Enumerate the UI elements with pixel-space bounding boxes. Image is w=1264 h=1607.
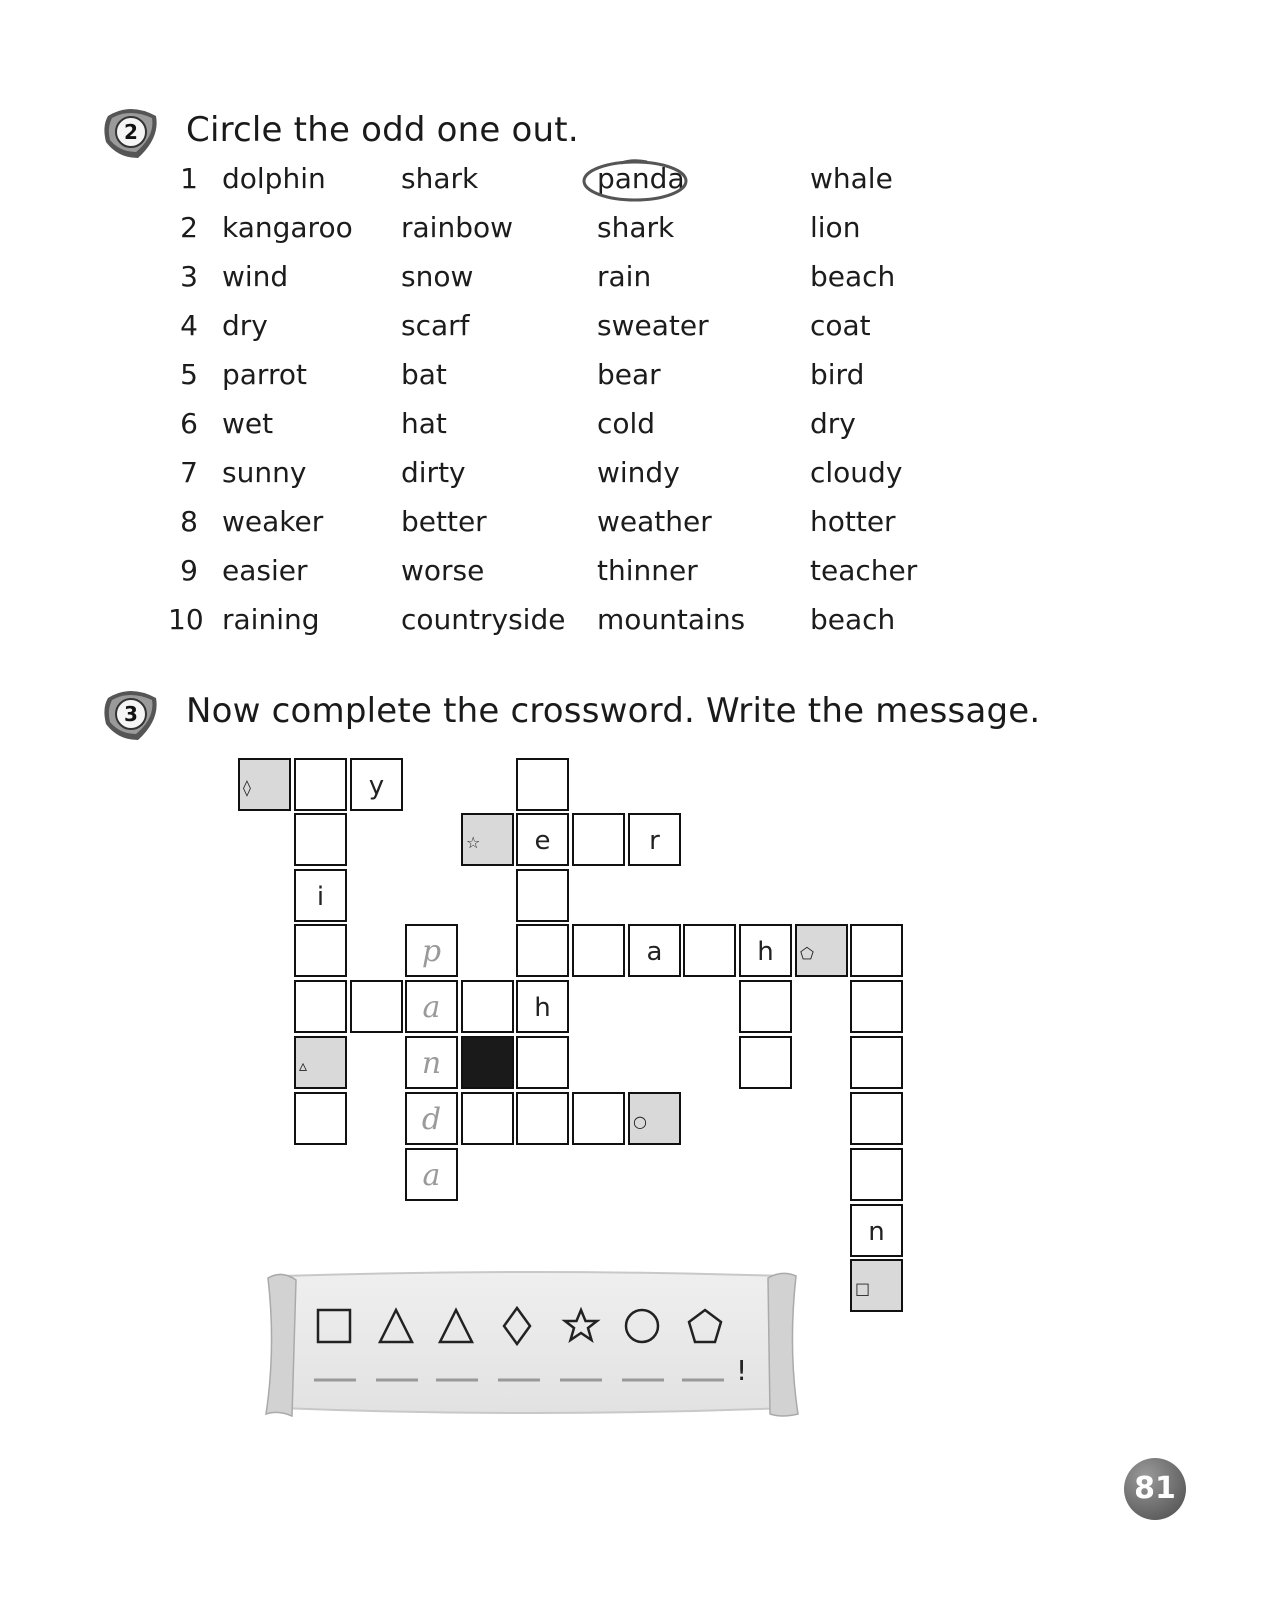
row-number: 4: [180, 309, 198, 342]
crossword-cell[interactable]: [294, 813, 347, 866]
crossword-cell[interactable]: ⬠: [795, 924, 848, 977]
crossword-cell[interactable]: ◊: [238, 758, 291, 811]
word-option[interactable]: dry: [222, 309, 268, 342]
crossword-cell[interactable]: [572, 1092, 625, 1145]
crossword-cell[interactable]: [294, 924, 347, 977]
word-option[interactable]: dry: [810, 407, 856, 440]
message-exclamation: !: [736, 1354, 748, 1387]
crossword-cell[interactable]: [850, 980, 903, 1033]
exercise-2-badge: [100, 102, 160, 162]
crossword-cell[interactable]: [850, 1148, 903, 1201]
crossword-cell[interactable]: [516, 924, 569, 977]
word-option[interactable]: bear: [597, 358, 661, 391]
crossword-cell[interactable]: [572, 924, 625, 977]
row-number: 10: [168, 603, 204, 636]
crossword-cell[interactable]: h: [739, 924, 792, 977]
crossword-cell[interactable]: [739, 980, 792, 1033]
crossword-cell: n: [405, 1036, 458, 1089]
example-circle-mark: [581, 158, 689, 202]
crossword-cell[interactable]: [516, 758, 569, 811]
word-option[interactable]: beach: [810, 603, 896, 636]
crossword-cell[interactable]: [850, 1036, 903, 1089]
word-option[interactable]: thinner: [597, 554, 698, 587]
crossword-cell[interactable]: [516, 1036, 569, 1089]
word-option[interactable]: parrot: [222, 358, 307, 391]
word-option[interactable]: hotter: [810, 505, 896, 538]
word-option[interactable]: dirty: [401, 456, 466, 489]
word-option[interactable]: wet: [222, 407, 274, 440]
exercise-3-title: Now complete the crossword. Write the message.: [186, 691, 1041, 731]
crossword-cell[interactable]: [461, 1092, 514, 1145]
crossword-cell[interactable]: ▵: [294, 1036, 347, 1089]
word-option[interactable]: panda: [597, 162, 685, 195]
word-option[interactable]: lion: [810, 211, 861, 244]
row-number: 6: [180, 407, 198, 440]
crossword-cell[interactable]: [294, 980, 347, 1033]
crossword-cell[interactable]: [516, 1092, 569, 1145]
row-number: 5: [180, 358, 198, 391]
word-option[interactable]: rainbow: [401, 211, 513, 244]
word-option[interactable]: countryside: [401, 603, 566, 636]
crossword-cell[interactable]: [350, 980, 403, 1033]
word-option[interactable]: sweater: [597, 309, 709, 342]
word-option[interactable]: beach: [810, 260, 896, 293]
word-option[interactable]: raining: [222, 603, 320, 636]
word-option[interactable]: better: [401, 505, 487, 538]
crossword-cell[interactable]: [683, 924, 736, 977]
crossword-cell[interactable]: [850, 1092, 903, 1145]
word-option[interactable]: weaker: [222, 505, 324, 538]
row-number: 7: [180, 456, 198, 489]
crossword-cell[interactable]: n: [850, 1204, 903, 1257]
crossword-cell: p: [405, 924, 458, 977]
word-option[interactable]: bat: [401, 358, 447, 391]
crossword-cell[interactable]: h: [516, 980, 569, 1033]
word-option[interactable]: hat: [401, 407, 447, 440]
word-option[interactable]: cloudy: [810, 456, 903, 489]
row-number: 1: [180, 162, 198, 195]
row-number: 3: [180, 260, 198, 293]
exercise-3-number: 3: [124, 702, 138, 726]
crossword-cell[interactable]: [516, 869, 569, 922]
crossword-cell: a: [405, 1148, 458, 1201]
crossword-cell[interactable]: r: [628, 813, 681, 866]
row-number: 8: [180, 505, 198, 538]
word-option[interactable]: cold: [597, 407, 656, 440]
word-option[interactable]: mountains: [597, 603, 746, 636]
crossword-cell[interactable]: [850, 924, 903, 977]
exercise-2-number: 2: [124, 120, 138, 144]
word-option[interactable]: snow: [401, 260, 474, 293]
word-option[interactable]: coat: [810, 309, 871, 342]
message-scroll: [262, 1268, 802, 1420]
word-option[interactable]: windy: [597, 456, 680, 489]
crossword-cell[interactable]: i: [294, 869, 347, 922]
crossword-cell[interactable]: [572, 813, 625, 866]
word-option[interactable]: sunny: [222, 456, 307, 489]
crossword-cell[interactable]: □: [850, 1259, 903, 1312]
crossword-cell: a: [405, 980, 458, 1033]
crossword-cell[interactable]: e: [516, 813, 569, 866]
page-number: 81: [1124, 1458, 1186, 1520]
crossword-cell[interactable]: [294, 758, 347, 811]
word-option[interactable]: shark: [401, 162, 479, 195]
word-option[interactable]: teacher: [810, 554, 918, 587]
row-number: 9: [180, 554, 198, 587]
crossword-cell[interactable]: a: [628, 924, 681, 977]
crossword-cell[interactable]: ☆: [461, 813, 514, 866]
exercise-3-badge: [100, 684, 160, 744]
word-option[interactable]: easier: [222, 554, 308, 587]
crossword-cell[interactable]: [739, 1036, 792, 1089]
word-option[interactable]: wind: [222, 260, 289, 293]
exercise-2-title: Circle the odd one out.: [186, 110, 579, 150]
word-option[interactable]: rain: [597, 260, 652, 293]
word-option[interactable]: shark: [597, 211, 675, 244]
crossword-cell: d: [405, 1092, 458, 1145]
word-option[interactable]: worse: [401, 554, 485, 587]
word-option[interactable]: whale: [810, 162, 893, 195]
word-option[interactable]: weather: [597, 505, 712, 538]
word-option[interactable]: scarf: [401, 309, 470, 342]
crossword-cell[interactable]: [461, 980, 514, 1033]
crossword-cell[interactable]: [294, 1092, 347, 1145]
row-number: 2: [180, 211, 198, 244]
word-option[interactable]: kangaroo: [222, 211, 353, 244]
crossword-cell[interactable]: ○: [628, 1092, 681, 1145]
crossword-cell[interactable]: y: [350, 758, 403, 811]
crossword-black-cell: [461, 1036, 514, 1089]
word-option[interactable]: dolphin: [222, 162, 326, 195]
word-option[interactable]: bird: [810, 358, 865, 391]
